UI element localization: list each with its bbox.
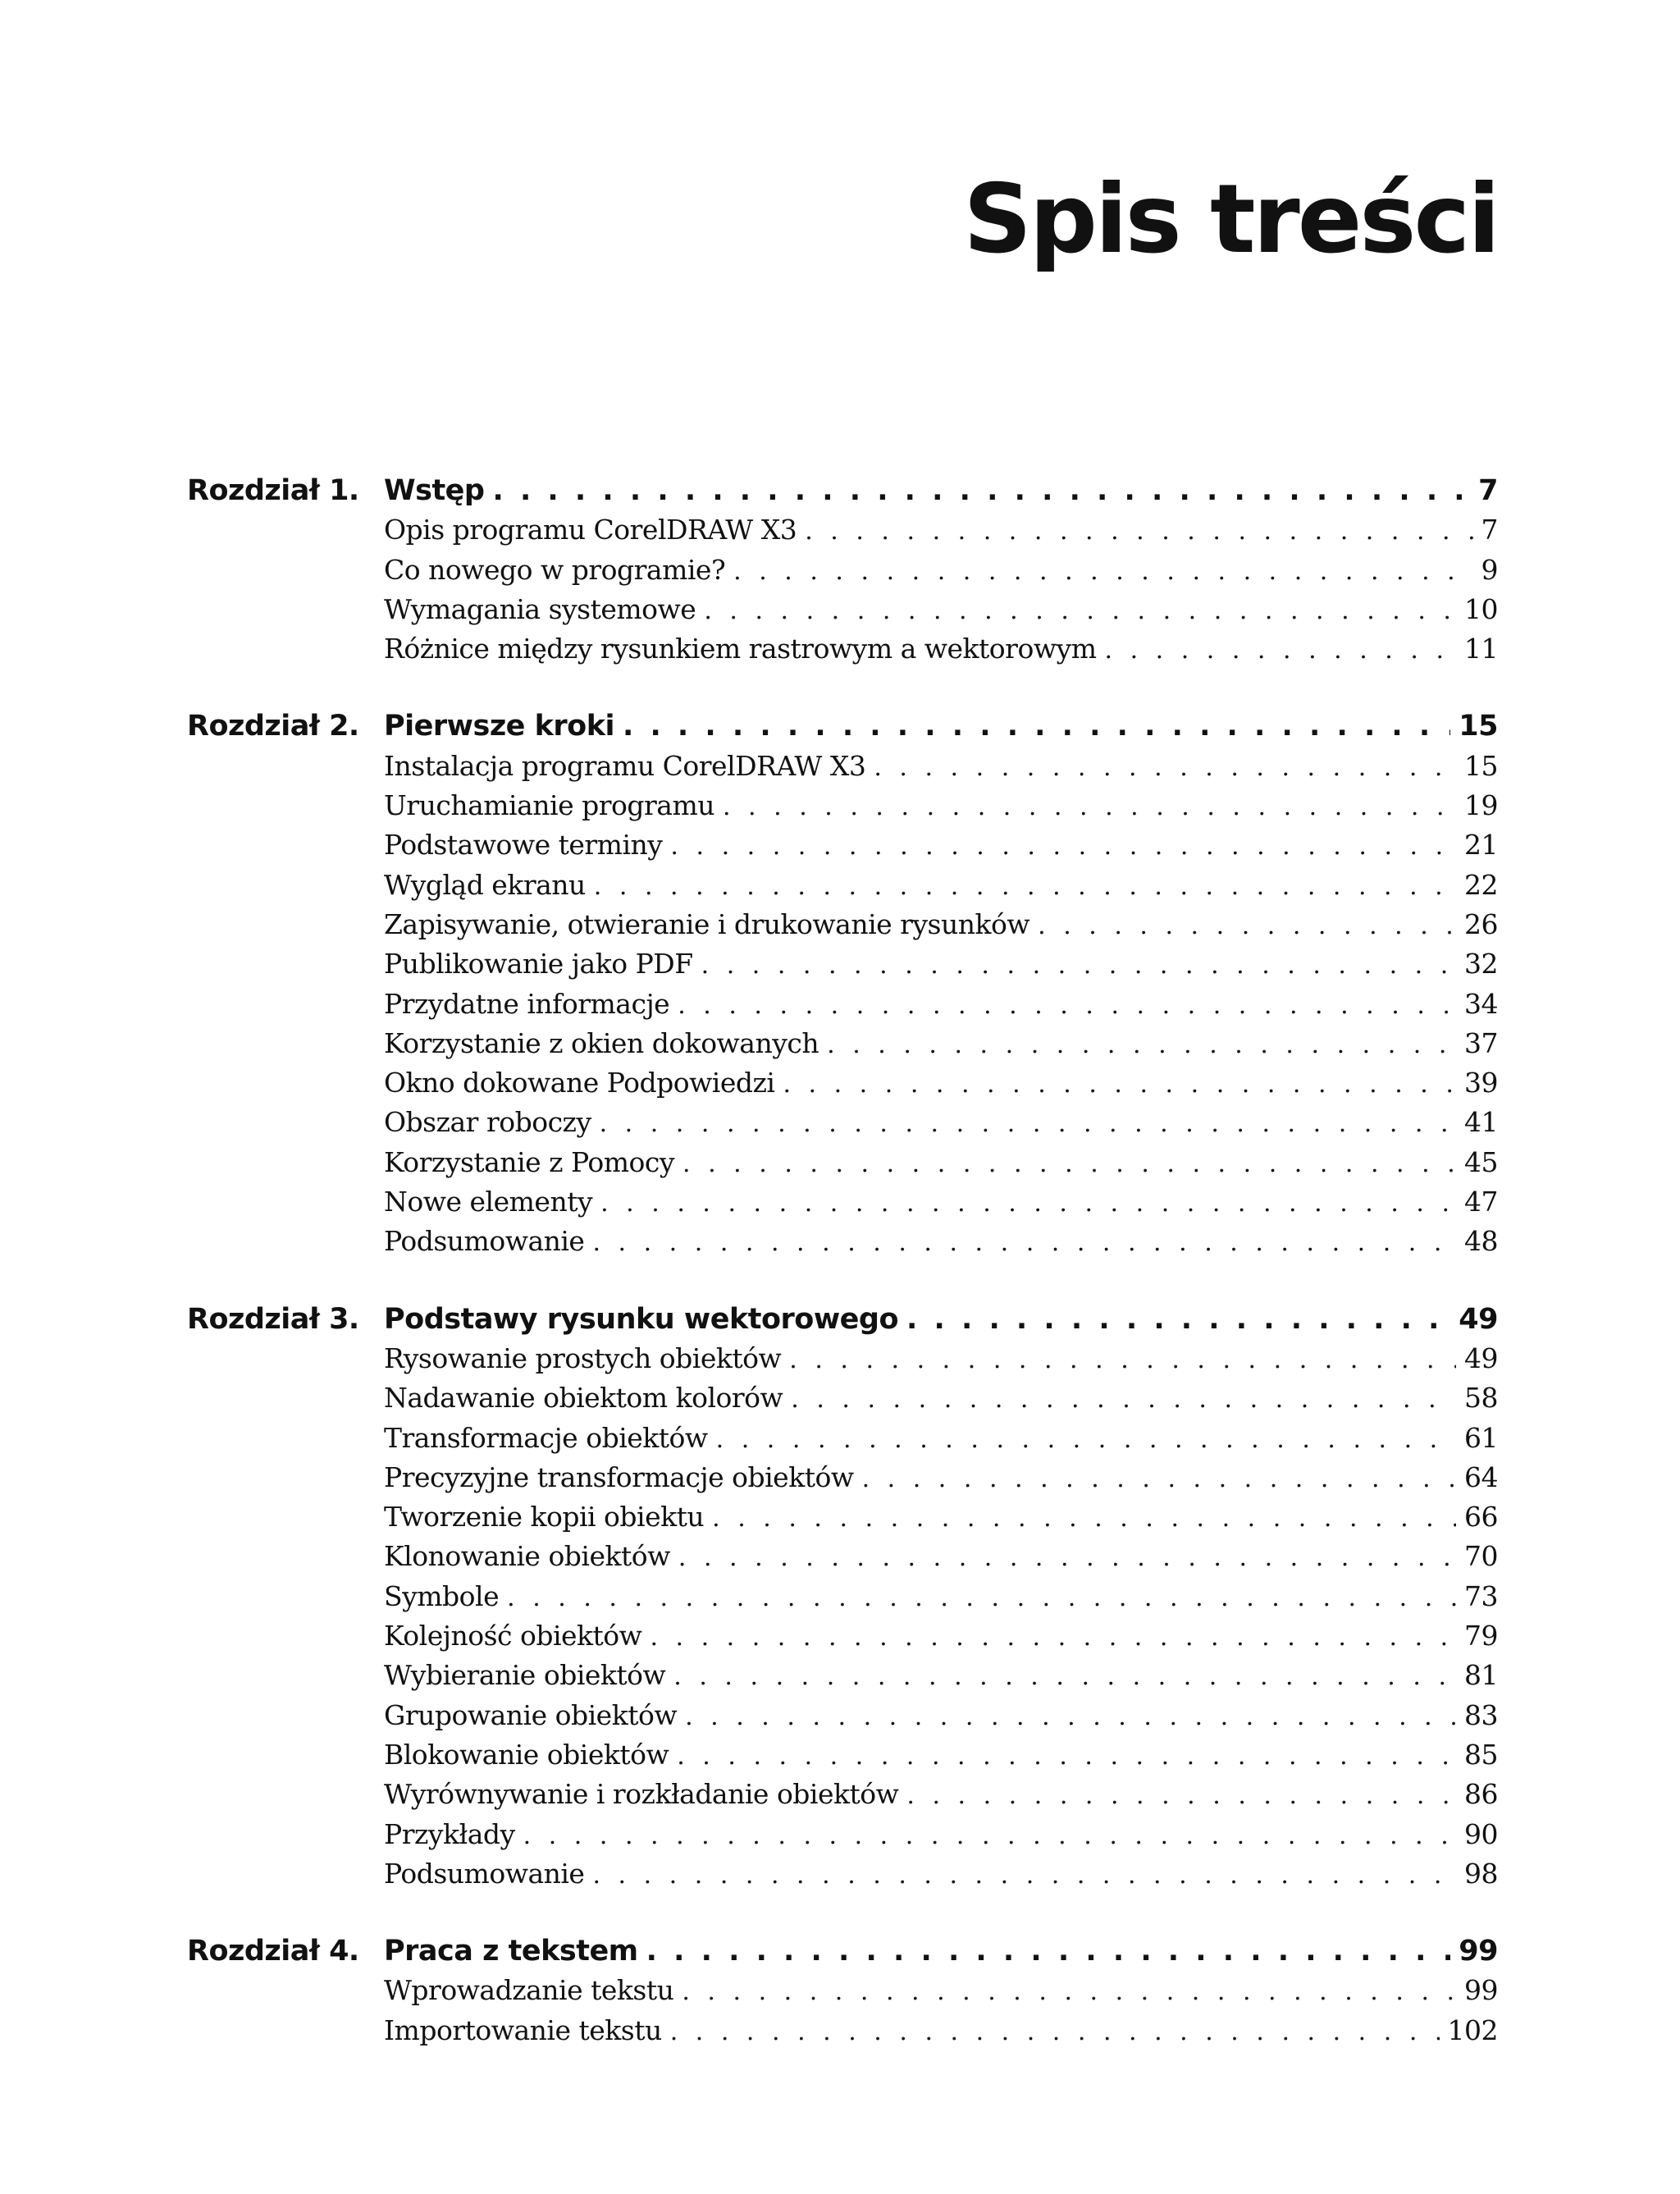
section-row[interactable] — [187, 1186, 1498, 1225]
section-page-number: 81 — [1464, 1659, 1498, 1692]
chapter-heading-row[interactable] — [187, 1935, 1498, 1974]
section-title: Importowanie tekstu — [384, 2013, 662, 2046]
chapter-label: Rozdział 3. — [187, 1302, 359, 1336]
dot-leader — [1105, 636, 1457, 665]
dot-leader — [592, 1861, 1456, 1890]
section-row[interactable] — [187, 988, 1498, 1027]
dot-leader — [701, 951, 1456, 980]
section-page-number: 79 — [1464, 1620, 1498, 1652]
section-row[interactable] — [187, 1974, 1498, 2013]
section-page-number: 10 — [1464, 592, 1498, 625]
section-row[interactable] — [187, 514, 1498, 553]
section-title: Nowe elementy — [384, 1186, 593, 1218]
section-page-number: 37 — [1464, 1026, 1498, 1059]
section-title: Transformacje obiektów — [384, 1421, 708, 1454]
dot-leader — [592, 1228, 1456, 1257]
dot-leader — [646, 1935, 1451, 1968]
chapter-page-number: 49 — [1459, 1302, 1498, 1336]
section-row[interactable] — [187, 1225, 1498, 1264]
section-page-number: 98 — [1464, 1857, 1498, 1890]
chapter-label: Rozdział 1. — [187, 474, 359, 507]
dot-leader — [678, 991, 1456, 1020]
chapter-page-number: 15 — [1459, 710, 1498, 743]
section-page-number: 70 — [1464, 1540, 1498, 1573]
chapter-2 — [187, 710, 1498, 1264]
section-page-number: 61 — [1464, 1421, 1498, 1454]
dot-leader — [678, 1543, 1456, 1572]
section-row[interactable] — [187, 554, 1498, 593]
dot-leader — [783, 1070, 1456, 1099]
section-page-number: 48 — [1464, 1225, 1498, 1258]
chapter-1 — [187, 474, 1498, 672]
section-title: Wyrównywanie i rozkładanie obiektów — [384, 1778, 899, 1811]
dot-leader — [670, 832, 1456, 861]
section-row[interactable] — [187, 1858, 1498, 1897]
chapter-page-number: 7 — [1478, 474, 1498, 507]
section-page-number: 26 — [1464, 907, 1498, 940]
section-title: Obszar roboczy — [384, 1106, 591, 1139]
dot-leader — [733, 557, 1472, 586]
section-title: Korzystanie z okien dokowanych — [384, 1026, 819, 1059]
section-row[interactable] — [187, 750, 1498, 789]
section-title: Wygląd ekranu — [384, 868, 586, 901]
section-title: Przydatne informacje — [384, 987, 670, 1020]
page-title: Spis treści — [963, 164, 1498, 275]
section-title: Klonowanie obiektów — [384, 1540, 670, 1573]
section-title: Podsumowanie — [384, 1857, 585, 1890]
section-title: Wprowadzanie tekstu — [384, 1974, 674, 2007]
section-title: Blokowanie obiektów — [384, 1738, 669, 1771]
section-row[interactable] — [187, 908, 1498, 948]
section-page-number: 86 — [1464, 1778, 1498, 1811]
section-row[interactable] — [187, 1146, 1498, 1186]
section-page-number: 9 — [1481, 553, 1498, 586]
chapter-title: Pierwsze kroki — [384, 710, 614, 743]
section-page-number: 58 — [1464, 1382, 1498, 1415]
section-row[interactable] — [187, 1382, 1498, 1421]
section-title: Wymagania systemowe — [384, 592, 696, 625]
section-title: Opis programu CorelDRAW X3 — [384, 514, 797, 546]
section-row[interactable] — [187, 1659, 1498, 1698]
section-page-number: 32 — [1464, 948, 1498, 980]
section-title: Zapisywanie, otwieranie i drukowanie rysunków — [384, 907, 1030, 940]
chapter-heading-row[interactable] — [187, 710, 1498, 749]
section-row[interactable] — [187, 1342, 1498, 1382]
section-page-number: 22 — [1464, 868, 1498, 901]
dot-leader — [791, 1385, 1456, 1414]
section-row[interactable] — [187, 1540, 1498, 1579]
dot-leader — [862, 1465, 1456, 1493]
chapter-title: Podstawy rysunku wektorowego — [384, 1302, 898, 1336]
section-title: Kolejność obiektów — [384, 1620, 642, 1652]
section-page-number: 7 — [1481, 514, 1498, 546]
section-title: Instalacja programu CorelDRAW X3 — [384, 749, 866, 782]
chapter-label: Rozdział 4. — [187, 1935, 359, 1968]
section-row[interactable] — [187, 829, 1498, 868]
section-page-number: 15 — [1464, 749, 1498, 782]
section-row[interactable] — [187, 869, 1498, 908]
section-title: Tworzenie kopii obiektu — [384, 1501, 705, 1534]
section-page-number: 47 — [1464, 1186, 1498, 1218]
section-page-number: 102 — [1447, 2013, 1498, 2046]
chapter-heading-row[interactable] — [187, 1303, 1498, 1342]
dot-leader — [723, 793, 1456, 821]
dot-leader — [600, 1109, 1456, 1138]
section-title: Rysowanie prostych obiektów — [384, 1342, 782, 1374]
section-page-number: 73 — [1464, 1579, 1498, 1612]
dot-leader — [789, 1346, 1456, 1374]
section-page-number: 83 — [1464, 1698, 1498, 1731]
dot-leader — [594, 872, 1456, 901]
section-title: Nadawanie obiektom kolorów — [384, 1382, 783, 1415]
section-title: Co nowego w programie? — [384, 553, 726, 586]
section-page-number: 21 — [1464, 829, 1498, 862]
section-title: Wybieranie obiektów — [384, 1659, 666, 1692]
section-row[interactable] — [187, 1580, 1498, 1620]
dot-leader — [1038, 912, 1456, 940]
section-title: Uruchamianie programu — [384, 789, 714, 822]
dot-leader — [677, 1742, 1456, 1771]
section-page-number: 85 — [1464, 1738, 1498, 1771]
chapter-label: Rozdział 2. — [187, 710, 359, 743]
section-title: Okno dokowane Podpowiedzi — [384, 1067, 775, 1099]
section-page-number: 90 — [1464, 1817, 1498, 1850]
section-page-number: 39 — [1464, 1067, 1498, 1099]
section-title: Grupowanie obiektów — [384, 1698, 678, 1731]
section-page-number: 64 — [1464, 1460, 1498, 1493]
dot-leader — [682, 1150, 1456, 1178]
chapter-page-number: 99 — [1459, 1935, 1498, 1968]
dot-leader — [906, 1781, 1456, 1810]
chapter-4 — [187, 1935, 1498, 2054]
dot-leader — [827, 1031, 1456, 1059]
section-page-number: 66 — [1464, 1501, 1498, 1534]
section-row[interactable] — [187, 1739, 1498, 1778]
dot-leader — [874, 753, 1456, 782]
dot-leader — [600, 1189, 1456, 1218]
dot-leader — [673, 1662, 1456, 1691]
dot-leader — [805, 517, 1472, 546]
section-title: Korzystanie z Pomocy — [384, 1145, 675, 1178]
section-row[interactable] — [187, 1027, 1498, 1067]
section-row[interactable] — [187, 2014, 1498, 2054]
section-page-number: 45 — [1464, 1145, 1498, 1178]
section-page-number: 34 — [1464, 987, 1498, 1020]
dot-leader — [523, 1821, 1456, 1850]
dot-leader — [670, 2018, 1440, 2046]
chapter-title: Praca z tekstem — [384, 1935, 638, 1968]
chapter-heading-row[interactable] — [187, 474, 1498, 514]
section-page-number: 41 — [1464, 1106, 1498, 1139]
section-page-number: 19 — [1464, 789, 1498, 822]
section-title: Przykłady — [384, 1817, 515, 1850]
section-row[interactable] — [187, 1620, 1498, 1659]
dot-leader — [704, 596, 1456, 625]
section-title: Publikowanie jako PDF — [384, 948, 693, 980]
section-row[interactable] — [187, 948, 1498, 987]
chapter-3 — [187, 1303, 1498, 1897]
dot-leader — [623, 710, 1450, 743]
section-row[interactable] — [187, 593, 1498, 633]
dot-leader — [682, 1977, 1456, 2006]
chapter-title: Wstęp — [384, 474, 485, 507]
dot-leader — [712, 1504, 1456, 1533]
section-row[interactable] — [187, 1422, 1498, 1461]
dot-leader — [507, 1584, 1456, 1612]
section-row[interactable] — [187, 1461, 1498, 1501]
section-row[interactable] — [187, 789, 1498, 829]
section-row[interactable] — [187, 1067, 1498, 1106]
dot-leader — [906, 1303, 1450, 1336]
section-row[interactable] — [187, 1699, 1498, 1739]
dot-leader — [685, 1703, 1456, 1731]
section-row[interactable] — [187, 1778, 1498, 1817]
section-row[interactable] — [187, 1106, 1498, 1145]
section-title: Symbole — [384, 1579, 500, 1612]
section-title: Podsumowanie — [384, 1225, 585, 1258]
section-page-number: 11 — [1464, 633, 1498, 665]
section-row[interactable] — [187, 1501, 1498, 1540]
dot-leader — [492, 474, 1470, 507]
section-title: Precyzyjne transformacje obiektów — [384, 1460, 854, 1493]
dot-leader — [716, 1425, 1456, 1454]
section-title: Podstawowe terminy — [384, 829, 663, 862]
dot-leader — [650, 1623, 1456, 1652]
section-row[interactable] — [187, 633, 1498, 672]
section-title: Różnice między rysunkiem rastrowym a wektorowym — [384, 633, 1097, 665]
table-of-contents — [187, 474, 1498, 2091]
section-row[interactable] — [187, 1818, 1498, 1858]
section-page-number: 99 — [1464, 1974, 1498, 2007]
section-page-number: 49 — [1464, 1342, 1498, 1374]
